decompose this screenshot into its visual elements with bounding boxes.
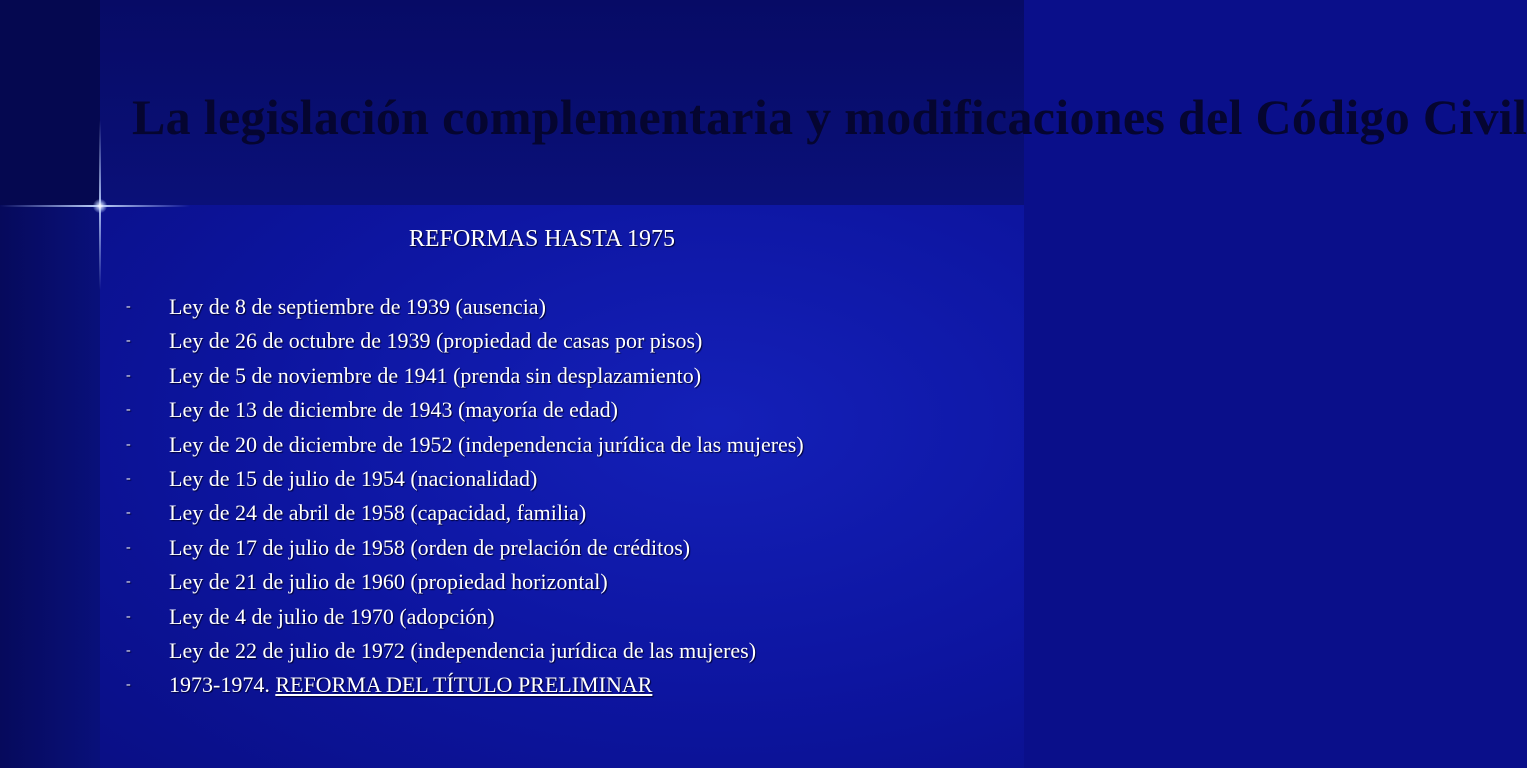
slide-title: La legislación complementaria y modificaciones del Código Civil [132, 89, 1527, 145]
list-item [126, 600, 1006, 634]
law-text: Ley de 13 de diciembre de 1943 (mayoría de edad) [169, 397, 618, 423]
list-item [126, 393, 1006, 427]
bullet-dash: - [126, 677, 131, 693]
law-text: Ley de 5 de noviembre de 1941 (prenda sin desplazamiento) [169, 362, 702, 388]
law-text: Ley de 15 de julio de 1954 (nacionalidad) [169, 465, 538, 491]
bullet-dash: - [126, 470, 131, 486]
bullet-dash: - [126, 608, 131, 624]
list-item [126, 496, 1006, 530]
law-text: Ley de 21 de julio de 1960 (propiedad horizontal) [169, 569, 608, 595]
law-text: Ley de 4 de julio de 1970 (adopción) [169, 603, 495, 629]
last-item-prefix: 1973-1974. [169, 672, 276, 698]
law-text: Ley de 17 de julio de 1958 (orden de prelación de créditos) [169, 534, 691, 560]
bullet-dash: - [126, 642, 131, 658]
reforma-titulo-preliminar-link[interactable]: REFORMA DEL TÍTULO PRELIMINAR [275, 672, 653, 698]
bullet-dash: - [126, 299, 131, 314]
law-text: Ley de 24 de abril de 1958 (capacidad, familia) [169, 500, 587, 526]
list-item [126, 359, 1006, 393]
slide-subtitle: REFORMAS HASTA 1975 [408, 226, 676, 252]
law-text-last [169, 668, 652, 702]
law-text: Ley de 22 de julio de 1972 (independencia jurídica de las mujeres) [169, 637, 757, 663]
list-item [126, 462, 1006, 496]
list-item [126, 324, 1006, 358]
law-text: Ley de 26 de octubre de 1939 (propiedad de casas por pisos) [169, 328, 703, 354]
bullet-dash: - [126, 402, 131, 418]
law-text: Ley de 20 de diciembre de 1952 (independencia jurídica de las mujeres) [169, 431, 804, 457]
list-item [126, 428, 1006, 462]
bullet-dash: - [126, 574, 131, 590]
list-item [126, 565, 1006, 599]
law-text: Ley de 8 de septiembre de 1939 (ausencia) [169, 294, 546, 319]
bullet-dash: - [126, 333, 131, 349]
corner-decoration [0, 0, 100, 205]
bullet-dash: - [126, 367, 131, 383]
star-sparkle-icon [93, 199, 107, 213]
list-item [126, 634, 1006, 668]
list-item [126, 290, 1006, 324]
bullet-dash: - [126, 436, 131, 452]
list-item [126, 531, 1006, 565]
list-item-last [126, 668, 1006, 702]
bullet-dash: - [126, 539, 131, 555]
law-list [126, 290, 1006, 703]
bullet-dash: - [126, 505, 131, 521]
